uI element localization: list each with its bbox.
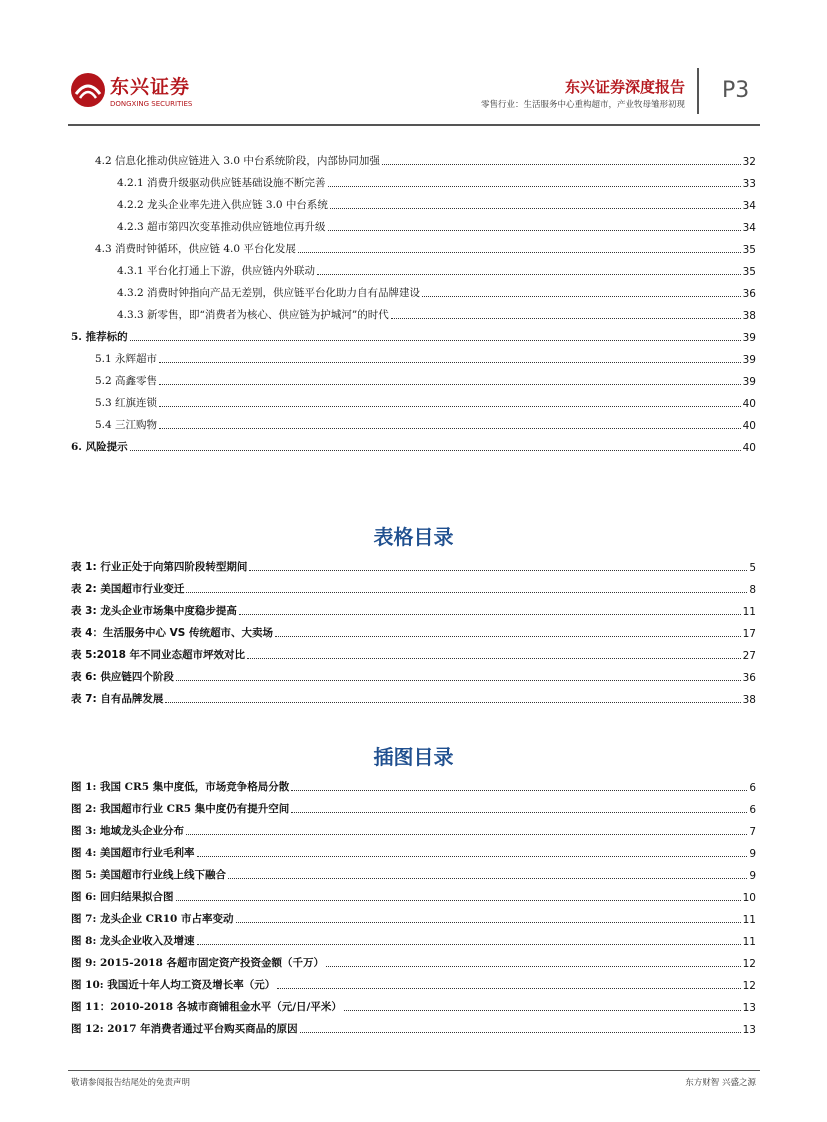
figure-entry[interactable] — [71, 890, 756, 904]
table-entry-label: 表 2: 美国超市行业变迁 — [71, 583, 185, 595]
toc-entry-label: 4.3.2 消费时钟指向产品无差别，供应链平台化助力自有品牌建设 — [117, 287, 421, 299]
toc-entry-label: 4.3.1 平台化打通上下游，供应链内外联动 — [117, 265, 316, 277]
toc-entry-label: 4.2.3 超市第四次变革推动供应链地位再升级 — [117, 221, 326, 233]
table-entry-label: 表 6: 供应链四个阶段 — [71, 671, 174, 683]
toc-entry-label: 5.2 高鑫零售 — [95, 375, 158, 387]
toc-entry[interactable] — [95, 374, 756, 388]
table-entry[interactable] — [71, 692, 756, 706]
figure-entry-page: 13 — [742, 1024, 756, 1036]
logo-english-text: DONGXING SECURITIES — [110, 100, 193, 108]
leader-dots — [317, 274, 741, 275]
figures-section-title: 插图目录 — [373, 745, 454, 769]
toc-entry[interactable] — [117, 176, 756, 190]
report-subtitle: 零售行业：生活服务中心重构超市，产业牧母雏形初现 — [480, 100, 685, 110]
leader-dots — [382, 164, 741, 165]
table-entry-label: 表 4：生活服务中心 VS 传统超市、大卖场 — [71, 627, 273, 639]
figure-entry-label: 图 6: 回归结果拟合图 — [71, 891, 174, 903]
toc-entry-page: 34 — [742, 222, 756, 234]
figure-entry-label: 图 4: 美国超市行业毛利率 — [71, 847, 195, 859]
toc-entry-page: 33 — [742, 178, 756, 190]
table-entry[interactable] — [71, 648, 756, 662]
leader-dots — [239, 614, 741, 615]
toc-entry-label: 5. 推荐标的 — [71, 331, 128, 343]
figure-entry-page: 11 — [742, 914, 756, 926]
figure-entry[interactable] — [71, 802, 756, 816]
toc-entry-page: 39 — [742, 332, 756, 344]
table-entry-label: 表 7: 自有品牌发展 — [71, 693, 164, 705]
figure-entry[interactable] — [71, 1022, 756, 1036]
toc-entry[interactable] — [117, 308, 756, 322]
leader-dots — [159, 428, 741, 429]
leader-dots — [291, 812, 747, 813]
table-entry-page: 38 — [742, 694, 756, 706]
leader-dots — [159, 406, 741, 407]
figure-entry-label: 图 3: 地域龙头企业分布 — [71, 825, 184, 837]
table-entry[interactable] — [71, 626, 756, 640]
page-header — [0, 0, 827, 130]
page-number: P3 — [722, 78, 750, 103]
figure-entry[interactable] — [71, 934, 756, 948]
leader-dots — [330, 208, 741, 209]
toc-entry[interactable] — [117, 264, 756, 278]
leader-dots — [300, 1032, 741, 1033]
footer-rule — [68, 1070, 760, 1071]
toc-entry-page: 35 — [742, 266, 756, 278]
leader-dots — [344, 1010, 741, 1011]
header-rule — [68, 124, 760, 126]
toc-entry-label: 4.2.1 消费升级驱动供应链基础设施不断完善 — [117, 177, 326, 189]
leader-dots — [159, 384, 741, 385]
figure-entry-page: 11 — [742, 936, 756, 948]
toc-entry[interactable] — [71, 330, 756, 344]
toc-entry-label: 4.2.2 龙头企业率先进入供应链 3.0 中台系统 — [117, 199, 328, 211]
leader-dots — [422, 296, 741, 297]
leader-dots — [186, 592, 747, 593]
figure-entry-page: 10 — [742, 892, 756, 904]
leader-dots — [249, 570, 747, 571]
figure-entry-label: 图 7: 龙头企业 CR10 市占率变动 — [71, 913, 234, 925]
leader-dots — [197, 856, 748, 857]
figure-entry[interactable] — [71, 780, 756, 794]
table-entry-label: 表 3: 龙头企业市场集中度稳步提高 — [71, 605, 237, 617]
leader-dots — [176, 680, 741, 681]
leader-dots — [298, 252, 741, 253]
leader-dots — [228, 878, 747, 879]
toc-entry[interactable] — [117, 220, 756, 234]
figure-entry[interactable] — [71, 912, 756, 926]
leader-dots — [197, 944, 741, 945]
table-entry-page: 27 — [742, 650, 756, 662]
toc-entry[interactable] — [117, 198, 756, 212]
toc-entry-label: 6. 风险提示 — [71, 441, 128, 453]
table-entry[interactable] — [71, 670, 756, 684]
figure-entry-page: 12 — [742, 958, 756, 970]
table-entry[interactable] — [71, 604, 756, 618]
logo-mark-icon — [70, 72, 106, 108]
toc-entry-page: 34 — [742, 200, 756, 212]
toc-entry-label: 5.3 红旗连锁 — [95, 397, 158, 409]
leader-dots — [236, 922, 741, 923]
figure-entry[interactable] — [71, 824, 756, 838]
leader-dots — [165, 702, 740, 703]
toc-entry-label: 4.3 消费时钟循环，供应链 4.0 平台化发展 — [95, 243, 296, 255]
table-entry-label: 表 5:2018 年不同业态超市坪效对比 — [71, 649, 246, 661]
toc-entry-page: 35 — [742, 244, 756, 256]
toc-entry[interactable] — [95, 352, 756, 366]
toc-entry-label: 4.3.3 新零售，即“消费者为核心、供应链为护城河”的时代 — [117, 309, 389, 321]
toc-entry[interactable] — [117, 286, 756, 300]
header-divider — [697, 68, 699, 114]
figure-entry[interactable] — [71, 1000, 756, 1014]
logo-chinese-text: 东兴证券 — [110, 76, 191, 98]
figure-entry[interactable] — [71, 956, 756, 970]
toc-entry-label: 4.2 信息化推动供应链进入 3.0 中台系统阶段，内部协同加强 — [95, 155, 380, 167]
toc-entry-page: 39 — [742, 354, 756, 366]
footer-slogan: 东方财智 兴盛之源 — [685, 1078, 756, 1088]
figure-entry-page: 6 — [749, 804, 756, 816]
report-title: 东兴证券深度报告 — [564, 78, 685, 96]
figure-entry-page: 7 — [749, 826, 756, 838]
footer-disclaimer: 敬请参阅报告结尾处的免责声明 — [71, 1078, 191, 1088]
figure-entry-label: 图 2: 我国超市行业 CR5 集中度仍有提升空间 — [71, 803, 290, 815]
figure-entry-page: 12 — [742, 980, 756, 992]
toc-entry-label: 5.1 永辉超市 — [95, 353, 158, 365]
leader-dots — [391, 318, 741, 319]
toc-entry-page: 40 — [742, 398, 756, 410]
toc-entry[interactable] — [95, 396, 756, 410]
figure-entry-page: 9 — [749, 848, 756, 860]
toc-entry-page: 32 — [742, 156, 756, 168]
leader-dots — [130, 340, 741, 341]
toc-entry[interactable] — [71, 440, 756, 454]
figure-entry-label: 图 11：2010-2018 各城市商铺租金水平（元/日/平米） — [71, 1001, 342, 1013]
table-entry-label: 表 1: 行业正处于向第四阶段转型期间 — [71, 561, 248, 573]
leader-dots — [328, 230, 741, 231]
figure-entry-page: 9 — [749, 870, 756, 882]
figure-entry-label: 图 10: 我国近十年人均工资及增长率（元） — [71, 979, 276, 991]
figure-entry[interactable] — [71, 846, 756, 860]
table-entry-page: 8 — [749, 584, 756, 596]
table-entry-page: 5 — [749, 562, 756, 574]
leader-dots — [186, 834, 747, 835]
figure-entry[interactable] — [71, 868, 756, 882]
table-entry-page: 11 — [742, 606, 756, 618]
figure-entry[interactable] — [71, 978, 756, 992]
figure-entry-label: 图 1: 我国 CR5 集中度低，市场竞争格局分散 — [71, 781, 290, 793]
company-logo — [70, 70, 195, 116]
figure-entry-label: 图 8: 龙头企业收入及增速 — [71, 935, 195, 947]
leader-dots — [291, 790, 747, 791]
toc-entry-page: 36 — [742, 288, 756, 300]
toc-entry[interactable] — [95, 242, 756, 256]
leader-dots — [159, 362, 741, 363]
toc-entry[interactable] — [95, 418, 756, 432]
figure-entry-page: 13 — [742, 1002, 756, 1014]
figure-entry-label: 图 9: 2015-2018 各超市固定资产投资金额（千万） — [71, 957, 324, 969]
toc-entry-page: 40 — [742, 420, 756, 432]
leader-dots — [326, 966, 741, 967]
leader-dots — [275, 636, 741, 637]
table-entry[interactable] — [71, 560, 756, 574]
figure-entry-label: 图 12: 2017 年消费者通过平台购买商品的原因 — [71, 1023, 298, 1035]
table-entry[interactable] — [71, 582, 756, 596]
leader-dots — [247, 658, 741, 659]
toc-entry-page: 40 — [742, 442, 756, 454]
table-entry-page: 17 — [742, 628, 756, 640]
figure-entry-label: 图 5: 美国超市行业线上线下融合 — [71, 869, 226, 881]
toc-entry-label: 5.4 三江购物 — [95, 419, 158, 431]
tables-section-title: 表格目录 — [373, 525, 454, 549]
toc-entry-page: 38 — [742, 310, 756, 322]
figure-entry-page: 6 — [749, 782, 756, 794]
leader-dots — [277, 988, 740, 989]
table-entry-page: 36 — [742, 672, 756, 684]
toc-entry-page: 39 — [742, 376, 756, 388]
leader-dots — [328, 186, 741, 187]
toc-entry[interactable] — [95, 154, 756, 168]
leader-dots — [130, 450, 741, 451]
leader-dots — [176, 900, 741, 901]
